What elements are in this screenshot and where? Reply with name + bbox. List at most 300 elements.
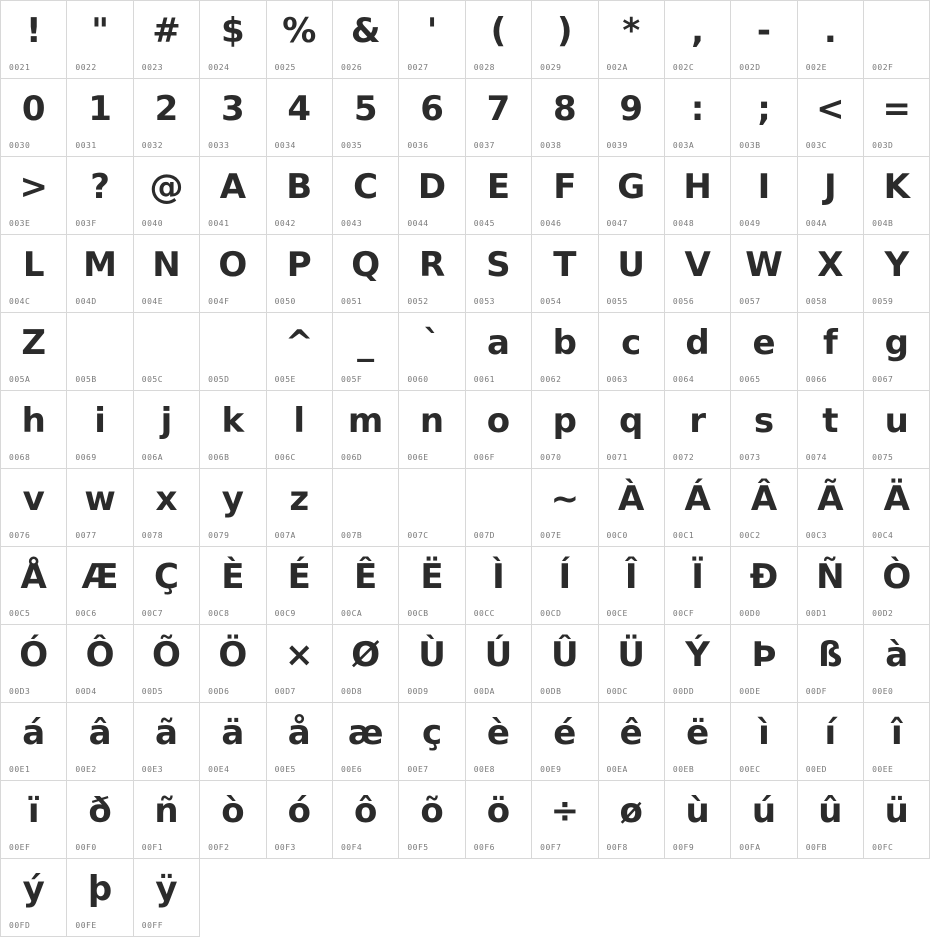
glyph-cell[interactable] <box>200 625 266 703</box>
glyph-cell[interactable] <box>532 469 598 547</box>
glyph-cell[interactable] <box>134 781 200 859</box>
glyph-cell[interactable] <box>665 1 731 79</box>
glyph-unicode-code: 00D4 <box>75 687 97 696</box>
glyph-unicode-code: 0052 <box>407 297 429 306</box>
glyph-cell[interactable] <box>1 703 67 781</box>
glyph-cell[interactable] <box>67 781 133 859</box>
glyph-unicode-code: 0060 <box>407 375 429 384</box>
grid-filler <box>399 859 465 937</box>
glyph-cell[interactable] <box>200 1 266 79</box>
glyph-unicode-code: 00F6 <box>473 843 495 852</box>
glyph-cell[interactable] <box>466 391 532 469</box>
glyph-cell[interactable] <box>267 235 333 313</box>
glyph-character: É <box>287 557 311 597</box>
glyph-cell[interactable] <box>665 313 731 391</box>
glyph-cell[interactable] <box>532 313 598 391</box>
glyph-cell[interactable] <box>864 469 930 547</box>
glyph-cell[interactable] <box>532 235 598 313</box>
glyph-character: e <box>752 323 776 363</box>
glyph-cell[interactable] <box>67 547 133 625</box>
glyph-unicode-code: 005C <box>141 375 164 384</box>
glyph-cell[interactable] <box>200 469 266 547</box>
glyph-character: o <box>486 401 511 441</box>
glyph-cell[interactable] <box>67 859 133 937</box>
glyph-cell[interactable] <box>798 157 864 235</box>
glyph-unicode-code: 003F <box>75 219 97 228</box>
glyph-character: z <box>289 479 310 519</box>
glyph-character: ê <box>619 713 643 753</box>
glyph-unicode-code: 0043 <box>340 219 363 228</box>
glyph-cell[interactable] <box>67 157 133 235</box>
glyph-unicode-code: 005A <box>9 375 31 384</box>
glyph-unicode-code: 0041 <box>208 219 230 228</box>
glyph-unicode-code: 00CD <box>540 609 562 618</box>
glyph-cell[interactable] <box>798 1 864 79</box>
glyph-cell[interactable] <box>532 1 598 79</box>
glyph-cell[interactable] <box>466 547 532 625</box>
glyph-unicode-code: 0047 <box>606 219 628 228</box>
glyph-cell[interactable] <box>466 79 532 157</box>
glyph-unicode-code: 0067 <box>872 375 894 384</box>
glyph-cell[interactable] <box>134 235 200 313</box>
glyph-character: 4 <box>287 89 312 129</box>
glyph-character: Ë <box>420 557 444 597</box>
glyph-unicode-code: 0055 <box>606 297 628 306</box>
glyph-cell[interactable] <box>466 157 532 235</box>
glyph-cell[interactable] <box>665 625 731 703</box>
glyph-cell[interactable] <box>599 547 665 625</box>
glyph-cell[interactable] <box>466 1 532 79</box>
glyph-cell[interactable] <box>134 469 200 547</box>
glyph-cell[interactable] <box>798 703 864 781</box>
glyph-character: : <box>690 89 705 129</box>
glyph-unicode-code: 00F5 <box>407 843 429 852</box>
glyph-unicode-code: 00CC <box>473 609 495 618</box>
glyph-cell[interactable] <box>333 313 399 391</box>
glyph-unicode-code: 00E9 <box>540 765 562 774</box>
glyph-cell[interactable] <box>134 859 200 937</box>
glyph-unicode-code: 0030 <box>9 141 31 150</box>
glyph-cell[interactable] <box>731 157 797 235</box>
glyph-cell[interactable] <box>1 781 67 859</box>
glyph-cell[interactable] <box>599 625 665 703</box>
glyph-character: X <box>817 245 844 285</box>
glyph-cell[interactable] <box>731 469 797 547</box>
glyph-cell[interactable] <box>200 547 266 625</box>
glyph-character: 5 <box>353 89 378 129</box>
glyph-unicode-code: 006F <box>473 453 495 462</box>
glyph-character: p <box>552 401 577 441</box>
glyph-cell[interactable] <box>399 391 465 469</box>
glyph-character: Ï <box>691 557 704 597</box>
glyph-cell[interactable] <box>200 391 266 469</box>
glyph-cell[interactable] <box>665 157 731 235</box>
glyph-character: 1 <box>88 89 112 129</box>
grid-filler <box>532 859 598 937</box>
glyph-character: õ <box>420 791 444 831</box>
glyph-cell[interactable] <box>1 79 67 157</box>
glyph-character: a <box>486 323 510 363</box>
glyph-cell[interactable] <box>599 157 665 235</box>
glyph-character: Ý <box>685 635 710 675</box>
glyph-character: b <box>552 323 577 363</box>
glyph-cell[interactable] <box>134 79 200 157</box>
glyph-unicode-code: 007B <box>340 531 363 540</box>
glyph-cell[interactable] <box>267 313 333 391</box>
glyph-cell[interactable] <box>864 313 930 391</box>
glyph-cell[interactable] <box>864 547 930 625</box>
glyph-unicode-code: 0028 <box>473 63 495 72</box>
glyph-character: ! <box>25 11 42 51</box>
glyph-cell[interactable] <box>67 313 133 391</box>
glyph-cell[interactable] <box>200 235 266 313</box>
glyph-cell[interactable] <box>599 235 665 313</box>
glyph-cell[interactable] <box>267 469 333 547</box>
glyph-cell[interactable] <box>532 547 598 625</box>
glyph-cell[interactable] <box>665 79 731 157</box>
glyph-cell[interactable] <box>267 547 333 625</box>
glyph-unicode-code: 006E <box>407 453 429 462</box>
glyph-cell[interactable] <box>532 703 598 781</box>
glyph-character: t <box>822 401 839 441</box>
glyph-unicode-code: 00E2 <box>75 765 97 774</box>
glyph-cell[interactable] <box>333 781 399 859</box>
glyph-unicode-code: 0054 <box>540 297 562 306</box>
glyph-unicode-code: 003E <box>9 219 31 228</box>
glyph-cell[interactable] <box>333 1 399 79</box>
glyph-cell[interactable] <box>267 625 333 703</box>
glyph-character: V <box>684 245 711 285</box>
glyph-character: K <box>883 167 910 207</box>
glyph-cell[interactable] <box>731 625 797 703</box>
glyph-cell[interactable] <box>665 703 731 781</box>
glyph-unicode-code: 00CE <box>606 609 628 618</box>
glyph-character: á <box>22 713 46 753</box>
glyph-cell[interactable] <box>399 781 465 859</box>
glyph-character: % <box>282 11 317 51</box>
glyph-cell[interactable] <box>599 1 665 79</box>
glyph-unicode-code: 0056 <box>672 297 695 306</box>
glyph-unicode-code: 00ED <box>805 765 827 774</box>
glyph-cell[interactable] <box>200 781 266 859</box>
glyph-unicode-code: 00C2 <box>739 531 761 540</box>
glyph-cell[interactable] <box>399 79 465 157</box>
glyph-unicode-code: 007D <box>473 531 495 540</box>
glyph-character: Ê <box>354 557 378 597</box>
glyph-cell[interactable] <box>200 703 266 781</box>
glyph-character: × <box>285 635 314 675</box>
glyph-character: " <box>91 11 109 51</box>
glyph-cell[interactable] <box>399 313 465 391</box>
glyph-cell[interactable] <box>532 391 598 469</box>
glyph-cell[interactable] <box>200 79 266 157</box>
glyph-cell[interactable] <box>665 391 731 469</box>
glyph-cell[interactable] <box>599 703 665 781</box>
glyph-character: Â <box>750 479 778 519</box>
glyph-character: 7 <box>486 89 511 129</box>
glyph-cell[interactable] <box>67 391 133 469</box>
glyph-character: H <box>683 167 712 207</box>
glyph-cell[interactable] <box>399 157 465 235</box>
glyph-character: å <box>287 713 311 753</box>
glyph-character: Õ <box>152 635 181 675</box>
glyph-character: . <box>823 11 837 51</box>
glyph-cell[interactable] <box>399 235 465 313</box>
glyph-cell[interactable] <box>399 703 465 781</box>
glyph-cell[interactable] <box>864 1 930 79</box>
glyph-cell[interactable] <box>67 79 133 157</box>
glyph-cell[interactable] <box>1 235 67 313</box>
glyph-character: Ç <box>154 557 179 597</box>
glyph-unicode-code: 00D9 <box>407 687 429 696</box>
glyph-unicode-code: 0038 <box>540 141 562 150</box>
glyph-cell[interactable] <box>200 313 266 391</box>
glyph-cell[interactable] <box>1 391 67 469</box>
glyph-cell[interactable] <box>599 79 665 157</box>
glyph-unicode-code: 0070 <box>540 453 562 462</box>
glyph-character: ý <box>22 869 45 909</box>
glyph-unicode-code: 003A <box>672 141 695 150</box>
glyph-unicode-code: 00CB <box>407 609 429 618</box>
glyph-cell[interactable] <box>798 781 864 859</box>
glyph-cell[interactable] <box>134 157 200 235</box>
glyph-cell[interactable] <box>798 469 864 547</box>
glyph-unicode-code: 003D <box>872 141 894 150</box>
glyph-cell[interactable] <box>466 781 532 859</box>
glyph-cell[interactable] <box>1 469 67 547</box>
glyph-unicode-code: 00CA <box>340 609 363 618</box>
glyph-cell[interactable] <box>399 547 465 625</box>
glyph-unicode-code: 0050 <box>274 297 296 306</box>
glyph-cell[interactable] <box>864 235 930 313</box>
glyph-cell[interactable] <box>665 235 731 313</box>
glyph-cell[interactable] <box>864 391 930 469</box>
glyph-cell[interactable] <box>67 703 133 781</box>
glyph-cell[interactable] <box>731 313 797 391</box>
glyph-cell[interactable] <box>134 313 200 391</box>
glyph-unicode-code: 00FE <box>75 921 97 930</box>
glyph-character: R <box>418 245 446 285</box>
glyph-unicode-code: 00F1 <box>141 843 164 852</box>
glyph-character: Ì <box>492 557 505 597</box>
glyph-character: Ð <box>749 557 779 597</box>
glyph-unicode-code: 00EC <box>739 765 761 774</box>
glyph-unicode-code: 0064 <box>672 375 695 384</box>
glyph-cell[interactable] <box>267 703 333 781</box>
glyph-unicode-code: 0032 <box>141 141 164 150</box>
glyph-cell[interactable] <box>134 391 200 469</box>
glyph-character: 3 <box>221 89 245 129</box>
glyph-character: ï <box>27 791 40 831</box>
glyph-cell[interactable] <box>532 79 598 157</box>
glyph-character: _ <box>357 323 375 363</box>
glyph-cell[interactable] <box>333 157 399 235</box>
glyph-unicode-code: 00FF <box>141 921 164 930</box>
glyph-cell[interactable] <box>466 313 532 391</box>
glyph-unicode-code: 00CF <box>672 609 695 618</box>
glyph-unicode-code: 0033 <box>208 141 230 150</box>
glyph-cell[interactable] <box>532 625 598 703</box>
glyph-cell[interactable] <box>134 547 200 625</box>
glyph-unicode-code: 00F9 <box>672 843 695 852</box>
glyph-cell[interactable] <box>864 625 930 703</box>
glyph-character: æ <box>347 713 384 753</box>
glyph-cell[interactable] <box>798 547 864 625</box>
glyph-character <box>333 473 398 525</box>
glyph-character: = <box>882 89 912 129</box>
glyph-cell[interactable] <box>466 625 532 703</box>
glyph-cell[interactable] <box>1 157 67 235</box>
glyph-cell[interactable] <box>1 1 67 79</box>
glyph-cell[interactable] <box>134 625 200 703</box>
glyph-character: ^ <box>285 323 314 363</box>
glyph-cell[interactable] <box>798 391 864 469</box>
glyph-cell[interactable] <box>1 625 67 703</box>
glyph-character: D <box>417 167 447 207</box>
glyph-character <box>67 317 132 369</box>
glyph-cell[interactable] <box>731 235 797 313</box>
glyph-character: ú <box>751 791 777 831</box>
grid-filler <box>200 859 266 937</box>
glyph-cell[interactable] <box>200 157 266 235</box>
glyph-unicode-code: 007E <box>540 531 562 540</box>
glyph-cell[interactable] <box>532 781 598 859</box>
glyph-unicode-code: 0024 <box>208 63 230 72</box>
glyph-cell[interactable] <box>267 157 333 235</box>
glyph-character <box>399 473 464 525</box>
glyph-cell[interactable] <box>599 313 665 391</box>
glyph-cell[interactable] <box>67 1 133 79</box>
glyph-cell[interactable] <box>399 1 465 79</box>
glyph-unicode-code: 0022 <box>75 63 97 72</box>
glyph-cell[interactable] <box>466 235 532 313</box>
glyph-cell[interactable] <box>798 313 864 391</box>
glyph-cell[interactable] <box>864 703 930 781</box>
glyph-unicode-code: 0025 <box>274 63 296 72</box>
glyph-character: Ö <box>218 635 248 675</box>
glyph-cell[interactable] <box>599 781 665 859</box>
grid-filler <box>864 859 930 937</box>
glyph-cell[interactable] <box>665 547 731 625</box>
glyph-cell[interactable] <box>731 703 797 781</box>
glyph-character: Ø <box>351 635 381 675</box>
glyph-cell[interactable] <box>333 625 399 703</box>
glyph-unicode-code: 00E5 <box>274 765 296 774</box>
glyph-cell[interactable] <box>731 547 797 625</box>
glyph-unicode-code: 003B <box>739 141 761 150</box>
glyph-unicode-code: 007C <box>407 531 429 540</box>
glyph-cell[interactable] <box>67 235 133 313</box>
glyph-character: s <box>753 401 775 441</box>
glyph-cell[interactable] <box>1 547 67 625</box>
glyph-character: ø <box>619 791 643 831</box>
glyph-character: u <box>884 401 909 441</box>
glyph-cell[interactable] <box>134 703 200 781</box>
glyph-cell[interactable] <box>665 781 731 859</box>
glyph-cell[interactable] <box>731 1 797 79</box>
glyph-cell[interactable] <box>599 391 665 469</box>
glyph-cell[interactable] <box>532 157 598 235</box>
glyph-unicode-code: 0026 <box>340 63 363 72</box>
glyph-character: , <box>691 11 705 51</box>
glyph-character: Ù <box>418 635 446 675</box>
glyph-character: ö <box>486 791 511 831</box>
glyph-cell[interactable] <box>267 781 333 859</box>
glyph-character: 0 <box>21 89 46 129</box>
glyph-character: ì <box>758 713 770 753</box>
grid-filler <box>466 859 532 937</box>
grid-filler <box>333 859 399 937</box>
glyph-cell[interactable] <box>267 79 333 157</box>
glyph-character: ' <box>426 11 438 51</box>
glyph-cell[interactable] <box>665 469 731 547</box>
glyph-unicode-code: 00F7 <box>540 843 562 852</box>
glyph-cell[interactable] <box>267 391 333 469</box>
glyph-character: ß <box>818 635 843 675</box>
glyph-unicode-code: 0065 <box>739 375 761 384</box>
glyph-cell[interactable] <box>333 703 399 781</box>
glyph-unicode-code: 00D8 <box>340 687 363 696</box>
glyph-cell[interactable] <box>1 859 67 937</box>
glyph-cell[interactable] <box>731 391 797 469</box>
glyph-cell[interactable] <box>399 625 465 703</box>
glyph-character: ë <box>686 713 710 753</box>
glyph-unicode-code: 00EA <box>606 765 628 774</box>
glyph-cell[interactable] <box>864 79 930 157</box>
glyph-cell[interactable] <box>864 157 930 235</box>
glyph-cell[interactable] <box>466 469 532 547</box>
glyph-cell[interactable] <box>333 469 399 547</box>
glyph-cell[interactable] <box>731 79 797 157</box>
grid-filler <box>731 859 797 937</box>
glyph-character: Á <box>684 479 711 519</box>
glyph-character: > <box>19 167 48 207</box>
glyph-cell[interactable] <box>798 79 864 157</box>
glyph-cell[interactable] <box>466 703 532 781</box>
glyph-cell[interactable] <box>267 1 333 79</box>
glyph-character: M <box>83 245 117 285</box>
glyph-unicode-code: 0078 <box>141 531 164 540</box>
glyph-character: Î <box>624 557 638 597</box>
glyph-cell[interactable] <box>67 469 133 547</box>
glyph-cell[interactable] <box>399 469 465 547</box>
glyph-character: c <box>621 323 642 363</box>
glyph-cell[interactable] <box>67 625 133 703</box>
glyph-cell[interactable] <box>864 781 930 859</box>
glyph-character: f <box>822 323 838 363</box>
glyph-character: é <box>553 713 577 753</box>
glyph-unicode-code: 0071 <box>606 453 628 462</box>
glyph-unicode-code: 00D6 <box>208 687 230 696</box>
glyph-cell[interactable] <box>798 625 864 703</box>
glyph-cell[interactable] <box>333 547 399 625</box>
glyph-cell[interactable] <box>1 313 67 391</box>
glyph-cell[interactable] <box>731 781 797 859</box>
glyph-character: â <box>88 713 112 753</box>
glyph-unicode-code: 0069 <box>75 453 97 462</box>
glyph-cell[interactable] <box>134 1 200 79</box>
glyph-unicode-code: 00F3 <box>274 843 296 852</box>
glyph-cell[interactable] <box>798 235 864 313</box>
glyph-cell[interactable] <box>599 469 665 547</box>
glyph-character: P <box>286 245 312 285</box>
glyph-character: Í <box>558 557 572 597</box>
glyph-unicode-code: 004A <box>805 219 827 228</box>
glyph-cell[interactable] <box>333 235 399 313</box>
glyph-cell[interactable] <box>333 391 399 469</box>
glyph-cell[interactable] <box>333 79 399 157</box>
glyph-unicode-code: 00C7 <box>141 609 164 618</box>
